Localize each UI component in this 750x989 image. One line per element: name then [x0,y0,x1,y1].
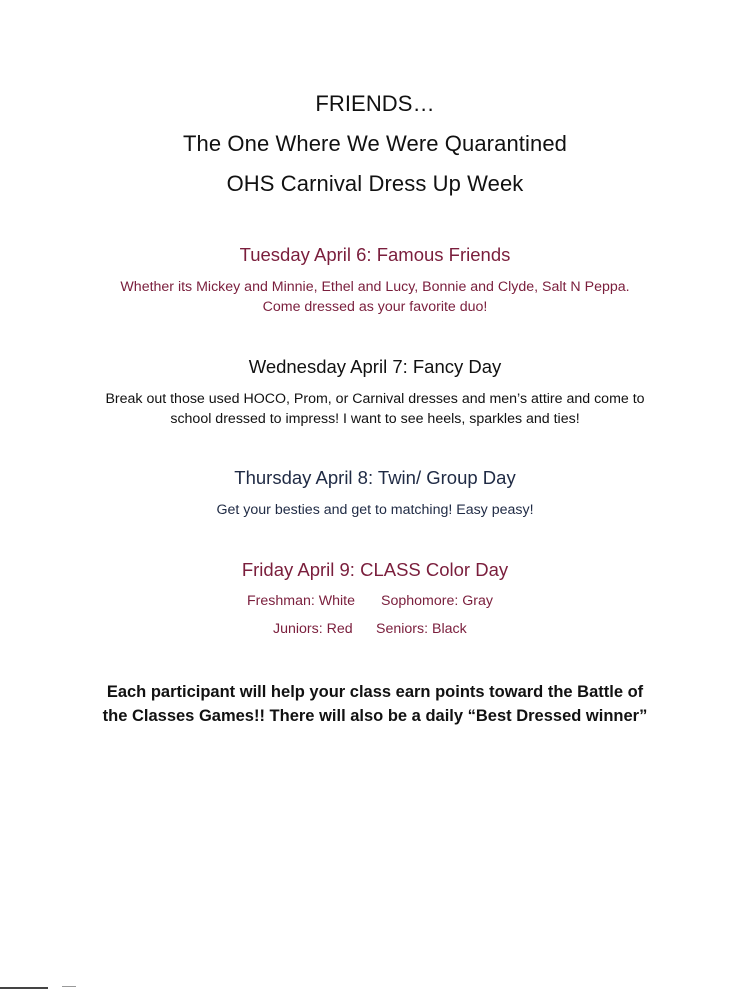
wednesday-description-line-1: Break out those used HOCO, Prom, or Carnival dresses and men’s attire and come to [105,391,645,407]
seniors-color: Seniors: Black [376,621,467,637]
thursday-heading: Thursday April 8: Twin/ Group Day [234,467,516,488]
flyer-event-name: OHS Carnival Dress Up Week [226,171,524,196]
wednesday-heading: Wednesday April 7: Fancy Day [248,356,502,377]
sophomore-color: Sophomore: Gray [381,593,493,609]
tuesday-description-line-1: Whether its Mickey and Minnie, Ethel and Lucy, Bonnie and Clyde, Salt N Peppa. [120,279,630,295]
footer-line-1: Each participant will help your class earn points toward the Battle of [106,683,644,701]
friday-heading: Friday April 9: CLASS Color Day [241,559,509,580]
flyer-title: FRIENDS… [315,91,435,116]
wednesday-description-line-2: school dressed to impress! I want to see heels, sparkles and ties! [170,411,580,427]
thursday-description: Get your besties and get to matching! Easy peasy! [216,502,534,518]
flyer-subtitle: The One Where We Were Quarantined [182,131,567,156]
footer-line-2: the Classes Games!! There will also be a daily “Best Dressed winner” [102,707,648,725]
tuesday-description-line-2: Come dressed as your favorite duo! [262,299,488,315]
scan-edge-mark-small [62,986,76,987]
tuesday-heading: Tuesday April 6: Famous Friends [239,244,511,265]
freshman-color: Freshman: White [247,593,356,609]
juniors-color: Juniors: Red [273,621,353,637]
